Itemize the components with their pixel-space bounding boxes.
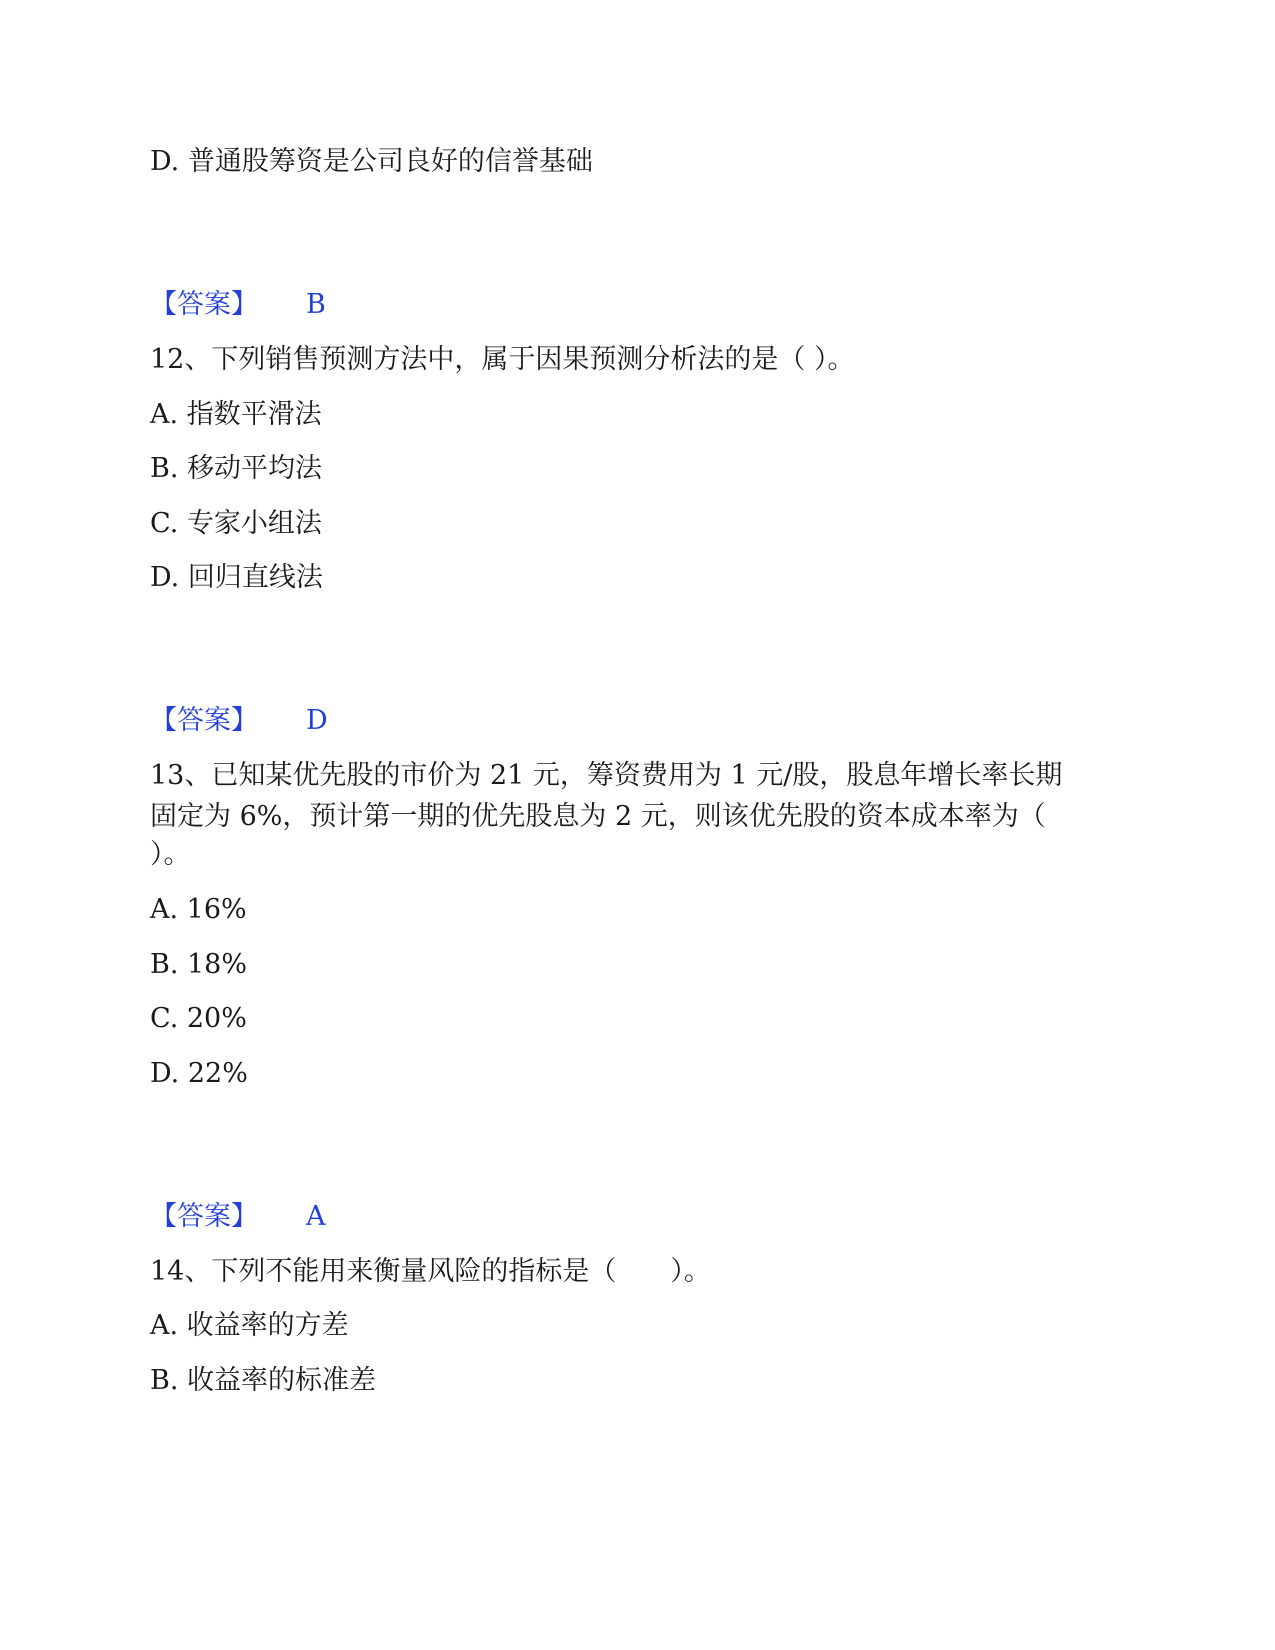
answer-letter: B xyxy=(306,289,326,320)
q12-option-c: C. 专家小组法 xyxy=(150,508,322,539)
q13-stem-line-3: ）。 xyxy=(150,839,191,870)
q12-option-b: B. 移动平均法 xyxy=(150,453,323,484)
answer-label: 【答案】 xyxy=(150,289,258,320)
q12-answer xyxy=(150,701,328,741)
q11-option-d: D. 普通股筹资是公司良好的信誉基础 xyxy=(150,146,593,177)
q14-stem: 14、下列不能用来衡量风险的指标是（ ）。 xyxy=(150,1256,711,1287)
q13-stem-line-1: 13、已知某优先股的市价为 21 元，筹资费用为 1 元/股，股息年增长率长期 xyxy=(150,760,1063,791)
answer-label: 【答案】 xyxy=(150,1201,258,1232)
answer-letter: D xyxy=(306,705,328,736)
answer-label: 【答案】 xyxy=(150,705,258,736)
q13-option-b: B. 18% xyxy=(150,949,248,980)
q12-option-a: A. 指数平滑法 xyxy=(150,399,322,430)
q13-option-c: C. 20% xyxy=(150,1003,247,1034)
q11-answer xyxy=(150,285,326,325)
q14-option-a: A. 收益率的方差 xyxy=(150,1310,349,1341)
q12-option-d: D. 回归直线法 xyxy=(150,562,323,593)
q13-answer xyxy=(150,1197,326,1237)
q13-stem-line-2: 固定为 6%，预计第一期的优先股息为 2 元，则该优先股的资本成本率为（ xyxy=(150,801,1046,832)
answer-letter: A xyxy=(306,1201,326,1232)
q13-option-d: D. 22% xyxy=(150,1058,248,1089)
q14-option-b: B. 收益率的标准差 xyxy=(150,1365,377,1396)
q12-stem: 12、下列销售预测方法中，属于因果预测分析法的是（ ）。 xyxy=(150,344,855,375)
q13-option-a: A. 16% xyxy=(150,894,247,925)
